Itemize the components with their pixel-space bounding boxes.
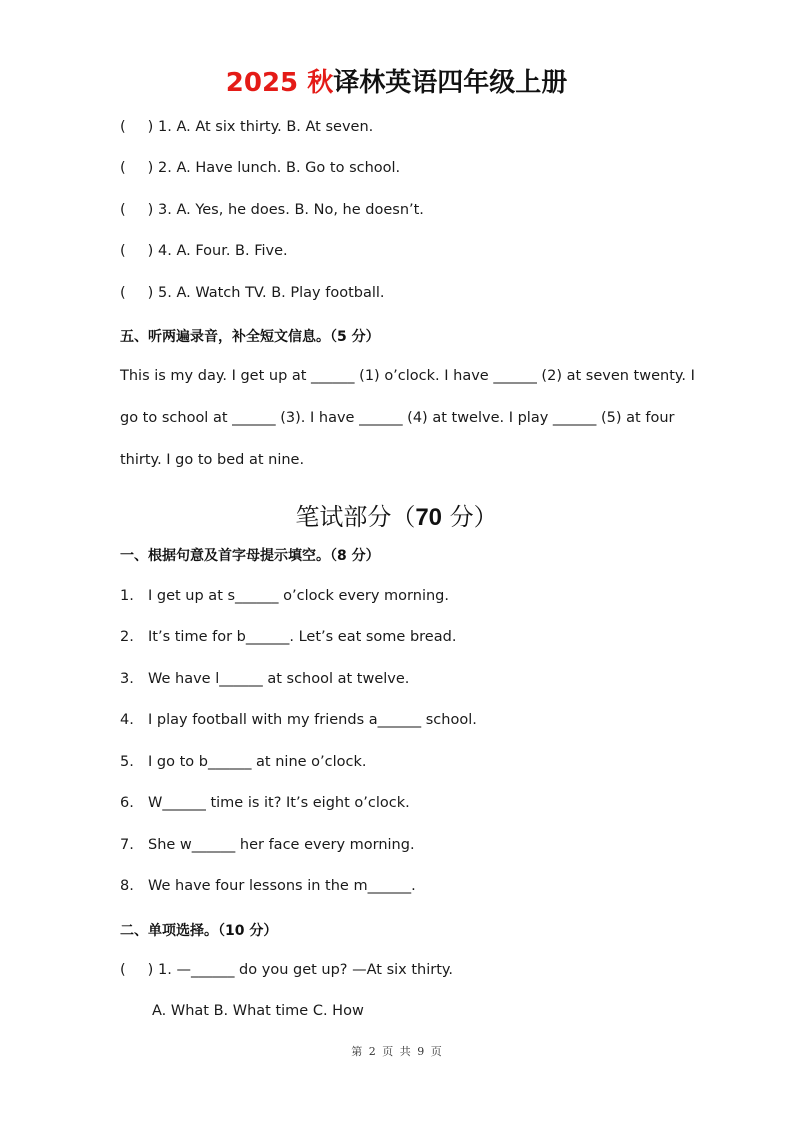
- question-text: 3. A. Yes, he does. B. No, he doesn’t.: [158, 202, 424, 218]
- answer-paren[interactable]: ( ): [120, 285, 154, 301]
- item-number: 2.: [120, 629, 134, 645]
- section-1-heading: 一、根据句意及首字母提示填空。（8 分）: [120, 548, 380, 564]
- item-number: 1.: [120, 588, 134, 604]
- item-number: 3.: [120, 671, 134, 687]
- item-text: We have l______ at school at twelve.: [148, 671, 410, 687]
- fill-item-7: [120, 837, 415, 853]
- written-part-title: [0, 497, 793, 532]
- fill-item-1: [120, 588, 449, 604]
- item-number: 4.: [120, 712, 134, 728]
- item-text: She w______ her face every morning.: [148, 837, 415, 853]
- question-text: 1. —______ do you get up? —At six thirty.: [158, 962, 454, 978]
- section-2-heading: 二、单项选择。（10 分）: [120, 923, 278, 939]
- item-text: We have four lessons in the m______.: [148, 878, 416, 894]
- title-year-season: 2025 秋: [225, 68, 334, 98]
- question-text: 2. A. Have lunch. B. Go to school.: [158, 160, 401, 176]
- answer-paren[interactable]: ( ): [120, 962, 154, 978]
- answer-paren[interactable]: ( ): [120, 160, 154, 176]
- item-number: 7.: [120, 837, 134, 853]
- item-number: 6.: [120, 795, 134, 811]
- answer-paren[interactable]: ( ): [120, 202, 154, 218]
- passage-line-3: thirty. I go to bed at nine.: [120, 452, 305, 468]
- item-text: I go to b______ at nine o’clock.: [148, 754, 367, 770]
- choice-item-1: [120, 962, 453, 978]
- fill-item-2: [120, 629, 456, 645]
- question-text: 5. A. Watch TV. B. Play football.: [158, 285, 385, 301]
- answer-paren[interactable]: ( ): [120, 119, 154, 135]
- fill-item-8: [120, 878, 416, 894]
- item-text: It’s time for b______. Let’s eat some bread.: [148, 629, 457, 645]
- document-title: [0, 62, 793, 99]
- fill-item-6: [120, 795, 410, 811]
- item-number: 8.: [120, 878, 134, 894]
- fill-item-3: [120, 671, 409, 687]
- listening-item-2: [120, 160, 400, 176]
- listening-item-3: [120, 202, 424, 218]
- question-text: 4. A. Four. B. Five.: [158, 243, 288, 259]
- written-title-suffix: 分）: [442, 503, 498, 531]
- listening-item-4: [120, 243, 288, 259]
- item-text: W______ time is it? It’s eight o’clock.: [148, 795, 410, 811]
- listening-item-1: [120, 119, 373, 135]
- written-score: 70: [415, 504, 443, 531]
- title-main: 译林英语四年级上册: [333, 68, 568, 98]
- passage-line-2: go to school at ______ (3). I have ______ (4) at twelve. I play ______ (5) at four: [120, 410, 675, 426]
- passage-line-1: This is my day. I get up at ______ (1) o’clock. I have ______ (2) at seven twenty. I: [120, 368, 695, 384]
- fill-item-4: [120, 712, 477, 728]
- item-text: I get up at s______ o’clock every morning.: [148, 588, 449, 604]
- question-text: 1. A. At six thirty. B. At seven.: [158, 119, 374, 135]
- written-title-prefix: 笔试部分（: [295, 503, 416, 531]
- choice-item-1-options: A. What B. What time C. How: [152, 1003, 364, 1019]
- listening-item-5: [120, 285, 385, 301]
- page-footer: 第 2 页 共 9 页: [351, 1045, 442, 1058]
- section-5-heading: 五、听两遍录音，补全短文信息。（5 分）: [120, 329, 380, 345]
- item-text: I play football with my friends a______ school.: [148, 712, 477, 728]
- fill-item-5: [120, 754, 367, 770]
- answer-paren[interactable]: ( ): [120, 243, 154, 259]
- item-number: 5.: [120, 754, 134, 770]
